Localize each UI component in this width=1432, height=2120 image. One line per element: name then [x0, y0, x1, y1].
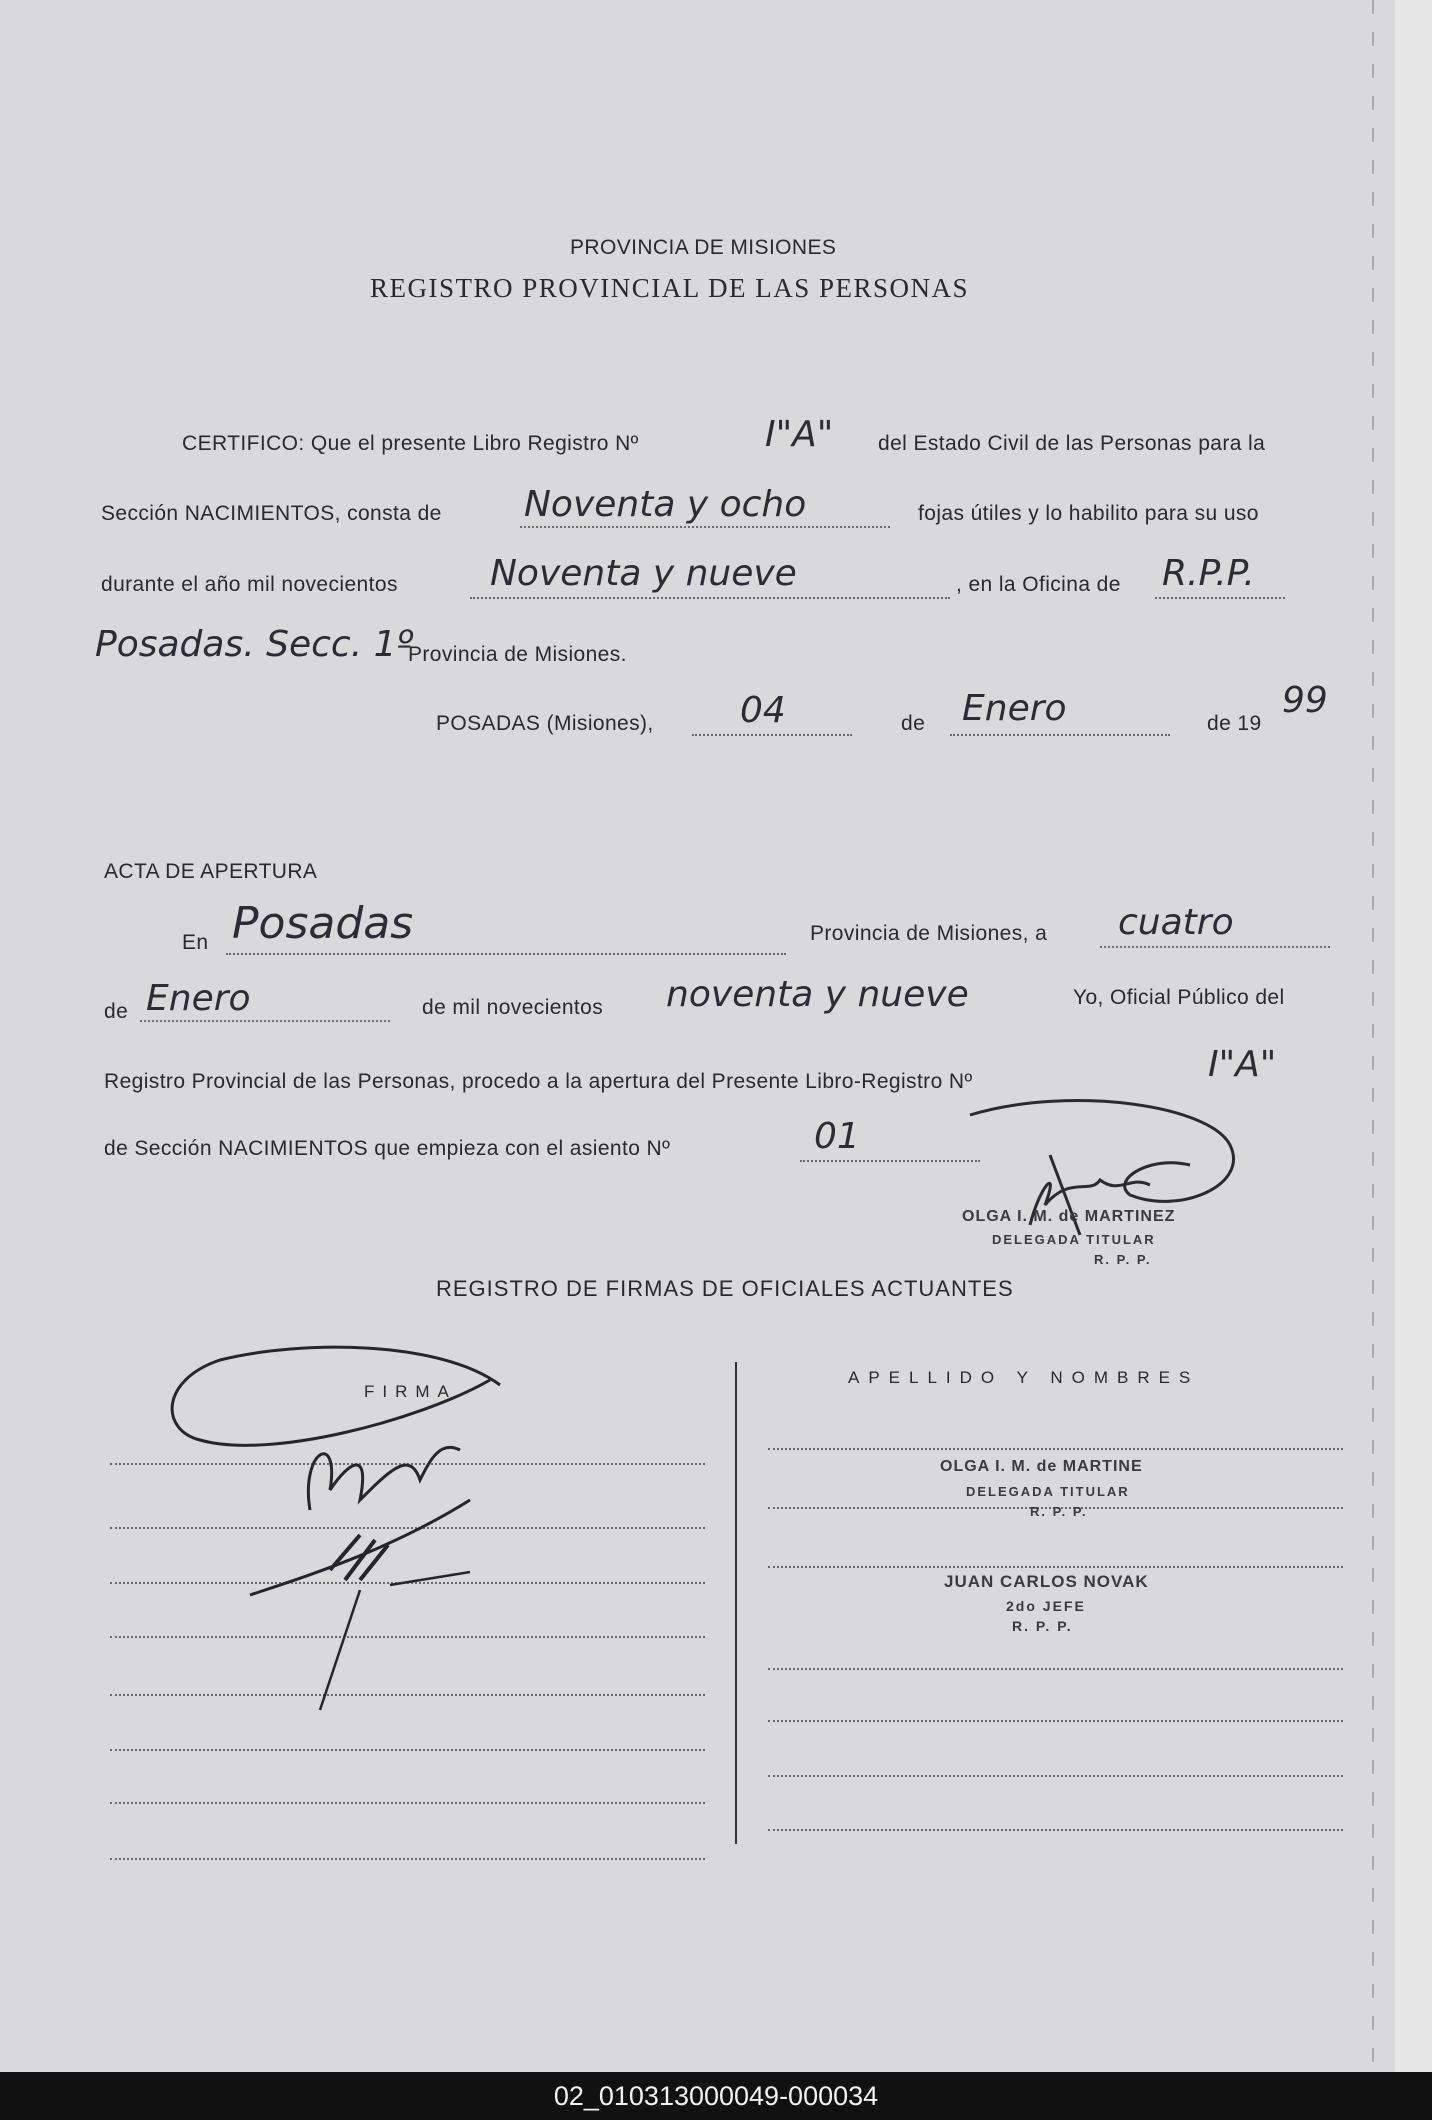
book-number-handwritten: I"A" — [765, 414, 834, 455]
entry1-org: R. P. P. — [1030, 1504, 1088, 1519]
acta-l4-pre: de Sección NACIMIENTOS que empieza con el asiento Nº — [104, 1137, 671, 1160]
firma-row-8 — [110, 1858, 705, 1860]
register-signature — [160, 1340, 520, 1720]
pages-blank — [520, 526, 890, 528]
signatures-title: REGISTRO DE FIRMAS DE OFICIALES ACTUANTES — [436, 1276, 1014, 1301]
document-id-bar — [0, 2072, 1432, 2120]
acta-l2-post: Yo, Oficial Público del — [1073, 986, 1285, 1009]
year-handwritten: Noventa y nueve — [490, 553, 797, 594]
year-suffix-handwritten: 99 — [1282, 680, 1328, 721]
place-handwritten: Posadas — [232, 898, 414, 949]
acta-stamp-role: DELEGADA TITULAR — [992, 1232, 1156, 1247]
office2-handwritten: Posadas. Secc. 1º — [95, 624, 414, 665]
pages-handwritten: Noventa y ocho — [524, 484, 807, 525]
acta-l3: Registro Provincial de las Personas, procedo a la apertura del Presente Libro-Registro Nº — [104, 1070, 973, 1093]
date-pre: POSADAS (Misiones), — [436, 712, 654, 735]
place-blank — [226, 953, 786, 955]
cert-line4-post: Provincia de Misiones. — [408, 643, 627, 666]
office-handwritten: R.P.P. — [1162, 553, 1255, 594]
cert-line3-mid: , en la Oficina de — [956, 573, 1121, 596]
col-names: APELLIDO Y NOMBRES — [848, 1368, 1200, 1387]
month-handwritten: Enero — [962, 688, 1067, 729]
acta-month-blank — [140, 1020, 390, 1022]
column-divider — [735, 1362, 737, 1844]
names-row-1 — [768, 1448, 1343, 1450]
acta-stamp-name: OLGA I. M. de MARTINEZ — [962, 1208, 1176, 1225]
cert-line2-post: fojas útiles y lo habilito para su uso — [918, 502, 1259, 525]
page-edge — [1395, 0, 1432, 2072]
registry-heading: REGISTRO PROVINCIAL DE LAS PERSONAS — [370, 273, 970, 303]
day-handwritten: 04 — [740, 690, 786, 731]
year-blank — [470, 597, 950, 599]
names-row-5 — [768, 1720, 1343, 1722]
acta-book-handwritten: I"A" — [1208, 1044, 1277, 1085]
acta-day-handwritten: cuatro — [1118, 902, 1234, 943]
cert-line1-pre: CERTIFICO: Que el presente Libro Registro Nº — [182, 432, 639, 455]
document-id: 02_010313000049-000034 — [553, 2081, 879, 2111]
month-blank — [950, 734, 1170, 736]
date-de: de — [901, 712, 926, 735]
acta-stamp-org: R. P. P. — [1094, 1252, 1152, 1267]
entry1-name: OLGA I. M. de MARTINE — [940, 1458, 1143, 1475]
day-blank — [692, 734, 852, 736]
acta-l1-pre: En — [182, 931, 209, 954]
acta-day-blank — [1100, 946, 1330, 948]
office-blank — [1155, 597, 1285, 599]
names-row-4 — [768, 1668, 1343, 1670]
acta-month-handwritten: Enero — [146, 978, 251, 1019]
page-fold — [1372, 0, 1374, 2072]
entry2-org: R. P. P. — [1012, 1618, 1073, 1634]
province-heading: PROVINCIA DE MISIONES — [570, 236, 837, 259]
seat-handwritten: 01 — [814, 1116, 860, 1157]
firma-row-7 — [110, 1802, 705, 1804]
acta-l2-mid: de mil novecientos — [422, 996, 604, 1019]
acta-title: ACTA DE APERTURA — [104, 860, 318, 883]
acta-l1-mid: Provincia de Misiones, a — [810, 922, 1048, 945]
cert-line2-pre: Sección NACIMIENTOS, consta de — [101, 502, 442, 525]
cert-line1-post: del Estado Civil de las Personas para la — [878, 432, 1266, 455]
cert-line3-pre: durante el año mil novecientos — [101, 573, 398, 596]
entry2-role: 2do JEFE — [1006, 1598, 1086, 1614]
col-firma: FIRMA — [364, 1382, 457, 1401]
firma-row-6 — [110, 1749, 705, 1751]
acta-year-handwritten: noventa y nueve — [666, 974, 969, 1015]
date-year-pre: de 19 — [1207, 712, 1262, 735]
entry2-name: JUAN CARLOS NOVAK — [944, 1572, 1149, 1591]
names-row-3 — [768, 1566, 1343, 1568]
names-row-7 — [768, 1829, 1343, 1831]
entry1-role: DELEGADA TITULAR — [966, 1484, 1130, 1499]
acta-l2-pre: de — [104, 1000, 129, 1023]
names-row-6 — [768, 1775, 1343, 1777]
